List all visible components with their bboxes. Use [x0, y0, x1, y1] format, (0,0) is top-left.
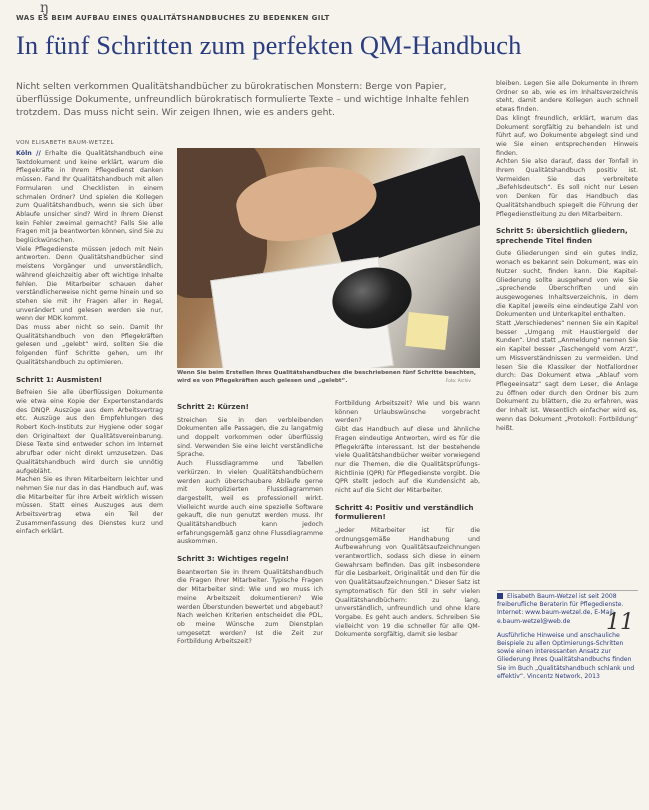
- body-paragraph: Streichen Sie in den verbleibenden Dokumenten alle Passagen, die zu langatmig und doppelt vorkommen oder überflüssig sind. Verwenden Sie eine leicht verständliche Sprache.: [177, 416, 323, 459]
- article-headline: In fünf Schritten zum perfekten QM-Handbuch: [16, 30, 522, 60]
- body-paragraph: Auch Flussdiagramme und Tabellen verkürzen. In vielen Qualitätshandbüchern werden auch überschaubare Abläufe gerne mit komplizierten Flussdiagrammen dargestellt, weil es professionell wirkt. Vielleicht wurde auch eine spezielle Software gekauft, die nun genutzt werden muss. Ihr Qualitätshandbuch kann jedoch erfahrungsgemäß ganz ohne Flussdiagramme auskommen.: [177, 460, 323, 546]
- article-column-4: [496, 80, 638, 590]
- book-reference: Ausführliche Hinweise und anschauliche Beispiele zu allen Optimierungs-Schritten sowie einen interessanten Ansatz zur Gliederung Ihres Qualitätshandbuchs finden Sie im Buch „Qualitätshandbuch schlank und effektiv“. Vincentz Network, 2013: [497, 631, 635, 680]
- article-column-3: [335, 400, 480, 805]
- square-bullet-icon: [497, 593, 503, 599]
- dateline: Köln //: [16, 150, 41, 157]
- step-2-heading: Schritt 2: Kürzen!: [177, 402, 249, 411]
- body-paragraph: Achten Sie also darauf, dass der Tonfall in Ihrem Qualitätshandbuch positiv ist. Vermeiden Sie das verbreitete „Befehlsdeutsch“. Es soll nicht nur Lesen von Denken für das Handbuch das Qualitätshandbuch spiegelt die Führung der Pflegedienstleitung zu den Mitarbeitern.: [496, 158, 638, 218]
- handwritten-page-number: 11: [606, 610, 634, 635]
- body-paragraph: Das klingt freundlich, erklärt, warum das Dokument sorgfältig zu behandeln ist und führt auf, wo Dokumente abgelegt sind und wie Sie einen entsprechenden Hinweis finden.: [496, 114, 638, 157]
- body-paragraph: „Jeder Mitarbeiter ist für die ordnungsgemäße Handhabung und Aufbewahrung von Qualitätsaufzeichnungen verantwortlich, sodass sich diese in einem Gewahrsam befinden. Das gilt insbesondere für die Lesbarkeit, Originalität und den für die von Qualitätsaufzeichnungen.“ Dieser Satz ist symptomatisch für den Stil in sehr vielen Qualitätshandbüchern: zu lang, unverständlich, unfreundlich und ohne klare Vorgabe. Es geht auch anders. Schreiben Sie vielleicht von 19 die schneller für alle QM-Dokumente sorgfältig, damit sie lesbar: [335, 526, 480, 639]
- body-paragraph: Gute Gliederungen sind ein gutes Indiz, wonach es bekannt sein Dokument, was ein Nutzer sucht, finden kann. Die Kapitel-Gliederung sollte ausgehend von wie Sie „sprechende Überschriften und ein ausgewogenes Inhaltsverzeichnis, in dem die Kapitel jeweils eine eindeutige Zahl von Dokumenten und Unterkapitel enthalten.: [496, 250, 638, 319]
- article-kicker: WAS ES BEIM AUFBAU EINES QUALITÄTSHANDBUCHES ZU BEDENKEN GILT: [16, 14, 330, 22]
- body-paragraph: Viele Pflegedienste müssen jedoch mit Nein antworten. Denn Qualitätshandbücher sind meistens Vorgänger und unverständlich, während gleichzeitig aber oft wichtige Inhalte fehlen. Die Mitarbeiter schauen daher verständlicherweise nicht gerne hinein und so stehen sie mit ihr Fragen aller in Regal, unverändert und gelesen werden sie nur, wenn der MDK kommt.: [16, 245, 163, 323]
- body-paragraph: Gibt das Handbuch auf diese und ähnliche Fragen eindeutige Antworten, wird es für die Pflegekräfte interessant. Ist der bestehende viele Qualitätshandbücher weiter vorwiegend nur die Themen, die die Qualitätsprüfungs-Richtlinie (QPR) für Pflegedienste vorgibt. Die QPR stellt jedoch auf die Kundensicht ab, nicht auf die Sicht der Mitarbeiter.: [335, 426, 480, 495]
- body-paragraph: Beantworten Sie in Ihrem Qualitätshandbuch die Fragen Ihrer Mitarbeiter. Typische Fragen der Mitarbeiter sind: Wie und wo muss ich meine Arbeitszeit dokumentieren? Wie werden Überstunden bewertet und abgebaut? Nach welchen Kriterien entscheidet die PDL, ob meine Wünsche zum Dienstplan umgesetzt werden? Ist die Zeit zur Fortbildung Arbeitszeit?: [177, 568, 323, 646]
- author-info-box: [497, 593, 638, 687]
- intro-text: Erhalte die Qualitätshandbuch eine Textdokument und keine erklärt, warum die Pflegekräfte in Ihrem Pflegedienst danken müssen. Fand Ihr Qualitätshandbuch mit allen Formularen und Checklisten in einem schmalen Ordner? Und spielen die Kollegen zum Qualitätshandbuch, wenn sie sich über Ablaufe unsicher sind? Wird in Ihrem Dienst kein Fehler zweimal gemacht? Falls Sie alle Fragen mit Ja beantworten können, sind Sie zu beglückwünschen.: [16, 150, 163, 245]
- step-5-heading: Schritt 5: übersichtlich gliedern, sprechende Titel finden: [496, 226, 628, 245]
- article-column-2: [177, 400, 323, 805]
- article-lead: Nicht selten verkommen Qualitätshandbücher zu bürokratischen Monstern: Berge von Papier, überflüssige Dokumente, unfreundlich bürokratisch formulierte Texte – und wichtige Inhalte fehlen trotzdem. Das muss nicht sein. Wir zeigen Ihnen, wie es anders geht.: [16, 81, 470, 119]
- photo-postit-shape: [405, 312, 448, 350]
- body-paragraph: Das muss aber nicht so sein. Damit Ihr Qualitätshandbuch von den Pflegekräften gelesen und „gelebt“ wird, sollten Sie die folgenden fünf Schritte gehen, um Ihr Qualitätshandbuch zu optimieren.: [16, 324, 163, 366]
- page-corner-mark: ŋ: [40, 0, 50, 16]
- step-4-heading: Schritt 4: Positiv und verständlich formulieren!: [335, 502, 474, 522]
- info-box-divider: [497, 590, 638, 591]
- photo-credit: Foto: Archiv: [446, 378, 471, 383]
- author-info-text: Elisabeth Baum-Wetzel ist seit 2008 freiberufliche Beraterin für Pflegedienste. Internet: www.baum-wetzel.de, E-Mail: e.baum-wetzel@web.de: [497, 593, 624, 625]
- photo-caption: Wenn Sie beim Erstellen Ihres Qualitätshandbuches die beschriebenen fünf Schritte beachten, wird es von Pflegekräften auch gelesen und „gelebt“.: [177, 370, 476, 384]
- intro-paragraph: [16, 150, 163, 246]
- article-column-1: [16, 150, 163, 805]
- article-photo: [177, 148, 480, 368]
- body-paragraph: bleiben. Legen Sie alle Dokumente in Ihrem Ordner so ab, wie es im Inhaltsverzeichnis steht, damit andere Kollegen auch schnell etwas finden.: [496, 80, 638, 114]
- article-byline: VON ELISABETH BAUM-WETZEL: [16, 140, 114, 146]
- body-paragraph: Befreien Sie alle überflüssigen Dokumente wie etwa eine Kopie der Expertenstandards des DNQP. Auszüge aus dem Arbeitsvertrag etc. Auszüge aus den Empfehlungen des Robert Koch-Instituts zur Hygiene oder sogar den Originaltext der Qualitätsvereinbarung. Diese Texte sind entweder schon im Internet abrufbar oder nicht direkt umzusetzen. Das Qualitätshandbuch wird durch sie unnötig aufgebläht.: [16, 389, 163, 475]
- step-3-heading: Schritt 3: Wichtiges regeln!: [177, 554, 290, 564]
- body-paragraph: Statt „Verschiedenes“ nennen Sie ein Kapitel besser „Umgang mit Haustiergeld der Kunden“. Und statt „Anmeldung“ nennen Sie ein Kapitel besser „Taschengeld vom Arzt“, um Missverständnissen zu vermeiden. Und lesen Sie die Klassiker der Notfallordner durch: Das Dokument etwa „Ablauf vom Pflegeeinsatz“ sagt dem Leser, die Anlage zu öffnen oder durch den Ordner bis zum Dokument zu blättern, die zu erfahren, was der Inhalt ist. Wesentlich einfacher wird es, wenn das Dokument „Protokoll: Fortbildung“ heißt.: [496, 320, 638, 432]
- body-paragraph: Fortbildung Arbeitszeit? Wie und bis wann können Urlaubswünsche vorgebracht werden?: [335, 400, 480, 425]
- step-1-heading: Schritt 1: Ausmisten!: [16, 374, 103, 384]
- body-paragraph: Machen Sie es Ihren Mitarbeitern leichter und nehmen Sie nur das in das Handbuch auf, was die Mitarbeiter für ihre Arbeit wirklich wissen müssen. Statt eines Auszuges aus dem Arbeitsvertrag etwa ein Teil der Zusammenfassung des Dienstes kurz und einfach erklärt.: [16, 476, 163, 536]
